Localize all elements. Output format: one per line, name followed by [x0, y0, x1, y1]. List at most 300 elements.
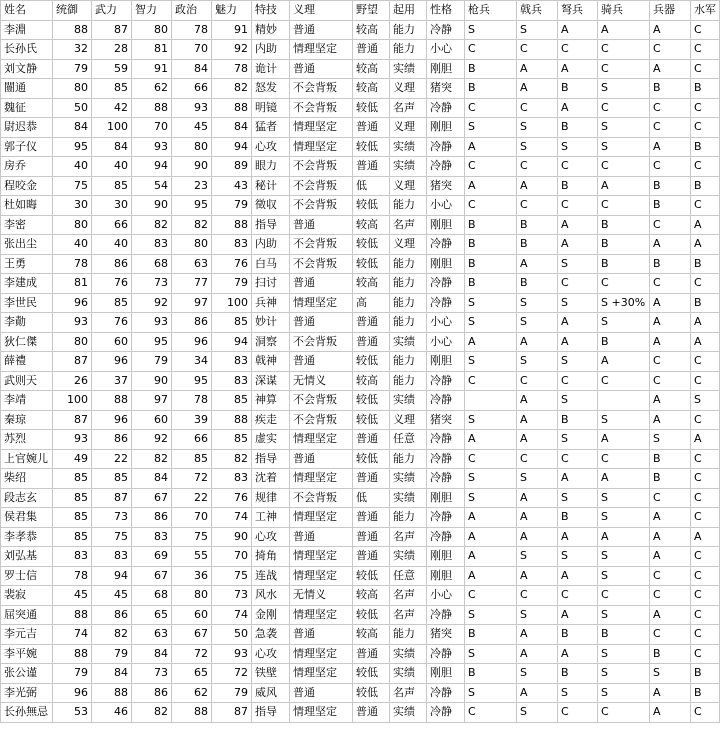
name-cell: 长孙無忌 — [1, 703, 53, 723]
table-cell: 普通 — [353, 118, 390, 138]
table-cell: S — [558, 683, 598, 703]
table-cell: 73 — [212, 586, 252, 606]
table-cell: 兵神 — [252, 293, 290, 313]
table-cell: 86 — [92, 254, 132, 274]
table-cell: 名声 — [390, 605, 427, 625]
table-cell: C — [517, 157, 558, 177]
table-cell: C — [691, 274, 720, 294]
table-cell: C — [691, 625, 720, 645]
table-cell: 不会背叛 — [290, 176, 353, 196]
table-cell: 较高 — [353, 586, 390, 606]
table-cell: 普通 — [353, 703, 390, 723]
table-cell: 75 — [53, 176, 92, 196]
table-cell: A — [691, 313, 720, 333]
table-cell: 36 — [172, 566, 212, 586]
table-cell: S — [691, 391, 720, 411]
table-cell: 冷静 — [427, 605, 465, 625]
column-header: 戟兵 — [517, 1, 558, 21]
table-cell: S — [558, 547, 598, 567]
table-cell: 100 — [212, 293, 252, 313]
table-cell: 名声 — [390, 527, 427, 547]
table-cell: C — [650, 157, 691, 177]
table-cell: 较高 — [353, 59, 390, 79]
table-cell: 较低 — [353, 664, 390, 684]
table-cell: 85 — [92, 469, 132, 489]
table-cell: 73 — [132, 664, 172, 684]
table-cell: A — [465, 508, 517, 528]
table-cell: 74 — [212, 605, 252, 625]
table-cell: 诡计 — [252, 59, 290, 79]
table-cell: 22 — [92, 449, 132, 469]
table-cell: 60 — [132, 410, 172, 430]
table-cell: 94 — [92, 566, 132, 586]
table-cell: C — [558, 157, 598, 177]
table-cell: 情理坚定 — [290, 566, 353, 586]
table-cell: A — [650, 508, 691, 528]
name-cell: 长孙氏 — [1, 40, 53, 60]
table-cell: B — [558, 410, 598, 430]
name-cell: 上官婉儿 — [1, 449, 53, 469]
table-cell: A — [650, 313, 691, 333]
table-cell: B — [465, 59, 517, 79]
table-cell: 88 — [53, 644, 92, 664]
table-cell: 95 — [132, 332, 172, 352]
column-header: 武力 — [92, 1, 132, 21]
table-cell: B — [650, 644, 691, 664]
table-cell: 70 — [172, 508, 212, 528]
table-cell: S — [517, 664, 558, 684]
table-cell: S — [465, 605, 517, 625]
table-cell: 徵収 — [252, 196, 290, 216]
table-cell: 90 — [212, 527, 252, 547]
table-row — [1, 332, 720, 352]
table-cell: 无情义 — [290, 371, 353, 391]
table-cell: 70 — [172, 40, 212, 60]
table-cell: A — [517, 683, 558, 703]
table-cell: B — [650, 254, 691, 274]
name-cell: 屈突通 — [1, 605, 53, 625]
table-cell: 怒发 — [252, 79, 290, 99]
table-cell: B — [691, 79, 720, 99]
table-cell: 风水 — [252, 586, 290, 606]
table-cell: 59 — [92, 59, 132, 79]
table-cell: A — [650, 391, 691, 411]
table-row — [1, 40, 720, 60]
table-row — [1, 137, 720, 157]
table-cell: B — [691, 293, 720, 313]
table-cell: 较低 — [353, 605, 390, 625]
table-cell: B — [558, 625, 598, 645]
table-cell: 实绩 — [390, 644, 427, 664]
table-cell: 掎角 — [252, 547, 290, 567]
table-cell: 81 — [53, 274, 92, 294]
table-cell: C — [517, 449, 558, 469]
table-cell: A — [650, 293, 691, 313]
table-cell: 88 — [212, 410, 252, 430]
table-cell: C — [465, 40, 517, 60]
table-cell: 能力 — [390, 352, 427, 372]
table-cell: 87 — [92, 488, 132, 508]
table-cell: 任意 — [390, 430, 427, 450]
table-cell: 45 — [53, 586, 92, 606]
table-row — [1, 527, 720, 547]
table-cell: 80 — [53, 79, 92, 99]
table-cell: 83 — [212, 235, 252, 255]
table-cell: 冷静 — [427, 683, 465, 703]
table-cell: B — [465, 254, 517, 274]
name-cell: 李世民 — [1, 293, 53, 313]
table-cell: A — [517, 59, 558, 79]
table-cell: 普通 — [290, 274, 353, 294]
table-cell: A — [558, 59, 598, 79]
table-cell: 能力 — [390, 293, 427, 313]
table-cell: 85 — [92, 293, 132, 313]
table-row — [1, 274, 720, 294]
table-cell: 不会背叛 — [290, 391, 353, 411]
table-cell: C — [465, 703, 517, 723]
table-cell: C — [650, 566, 691, 586]
table-cell: 97 — [132, 391, 172, 411]
table-cell: 79 — [212, 274, 252, 294]
table-cell: 能力 — [390, 508, 427, 528]
table-row — [1, 586, 720, 606]
name-cell: 杜如晦 — [1, 196, 53, 216]
table-cell: 刚胆 — [427, 664, 465, 684]
table-cell: 82 — [132, 703, 172, 723]
table-cell: C — [691, 547, 720, 567]
table-cell: B — [691, 137, 720, 157]
table-cell: S — [598, 644, 650, 664]
table-cell: 100 — [92, 118, 132, 138]
table-cell: C — [465, 586, 517, 606]
table-cell: C — [691, 196, 720, 216]
table-cell: 88 — [92, 683, 132, 703]
table-cell: 86 — [132, 683, 172, 703]
table-cell: 87 — [212, 703, 252, 723]
table-cell: 84 — [212, 118, 252, 138]
table-cell: 82 — [132, 215, 172, 235]
table-cell: S — [465, 20, 517, 40]
table-cell: C — [691, 488, 720, 508]
table-cell: C — [598, 449, 650, 469]
table-cell: C — [517, 586, 558, 606]
table-cell: 普通 — [353, 547, 390, 567]
column-header: 枪兵 — [465, 1, 517, 21]
table-cell: 80 — [172, 586, 212, 606]
table-cell: 情理坚定 — [290, 508, 353, 528]
table-cell: 67 — [132, 488, 172, 508]
table-cell: 83 — [132, 527, 172, 547]
table-cell: 实绩 — [390, 391, 427, 411]
name-cell: 李光弼 — [1, 683, 53, 703]
table-cell: 32 — [53, 40, 92, 60]
table-cell: A — [517, 391, 558, 411]
table-cell: 实绩 — [390, 664, 427, 684]
table-cell: C — [465, 196, 517, 216]
table-cell: 猪突 — [427, 410, 465, 430]
table-cell: 50 — [53, 98, 92, 118]
table-cell: 85 — [53, 469, 92, 489]
table-cell: 无情义 — [290, 586, 353, 606]
table-cell: S — [558, 430, 598, 450]
table-cell: A — [650, 605, 691, 625]
table-cell: 情理坚定 — [290, 469, 353, 489]
table-cell: 深谋 — [252, 371, 290, 391]
table-cell: 82 — [212, 79, 252, 99]
table-cell: 100 — [53, 391, 92, 411]
table-cell: A — [558, 313, 598, 333]
name-cell: 张出尘 — [1, 235, 53, 255]
table-cell: 85 — [92, 176, 132, 196]
table-cell: 情理坚定 — [290, 664, 353, 684]
table-cell: 68 — [132, 586, 172, 606]
table-cell: B — [598, 625, 650, 645]
table-cell: B — [558, 118, 598, 138]
table-cell: 85 — [53, 527, 92, 547]
table-cell: 义理 — [390, 176, 427, 196]
table-cell: 70 — [212, 547, 252, 567]
table-cell: 70 — [132, 118, 172, 138]
table-cell — [598, 391, 650, 411]
table-cell: 冷静 — [427, 644, 465, 664]
table-cell: 80 — [53, 215, 92, 235]
table-row — [1, 235, 720, 255]
table-cell: 96 — [172, 332, 212, 352]
table-cell: S — [465, 469, 517, 489]
table-cell: S — [517, 605, 558, 625]
table-row — [1, 157, 720, 177]
table-cell: 普通 — [353, 313, 390, 333]
table-row — [1, 352, 720, 372]
table-row — [1, 98, 720, 118]
table-cell: 工神 — [252, 508, 290, 528]
table-cell: 普通 — [290, 313, 353, 333]
table-cell: 普通 — [353, 332, 390, 352]
table-cell: C — [598, 40, 650, 60]
table-cell: 普通 — [353, 644, 390, 664]
table-cell: 急袭 — [252, 625, 290, 645]
table-cell: C — [598, 196, 650, 216]
name-cell: 闓通 — [1, 79, 53, 99]
table-cell: 40 — [53, 157, 92, 177]
table-cell: C — [691, 703, 720, 723]
table-row — [1, 703, 720, 723]
table-cell: S — [598, 664, 650, 684]
table-cell: 60 — [172, 605, 212, 625]
table-cell: 67 — [132, 566, 172, 586]
table-cell: 86 — [132, 508, 172, 528]
table-cell: 较低 — [353, 235, 390, 255]
table-cell: 不会背叛 — [290, 332, 353, 352]
table-cell: 情理坚定 — [290, 547, 353, 567]
table-row — [1, 683, 720, 703]
table-cell: 刚胆 — [427, 488, 465, 508]
table-cell: 不会背叛 — [290, 235, 353, 255]
table-cell: S — [465, 488, 517, 508]
table-cell: 78 — [53, 254, 92, 274]
name-cell: 王勇 — [1, 254, 53, 274]
table-cell: C — [650, 625, 691, 645]
table-cell: B — [598, 254, 650, 274]
table-cell: 93 — [53, 313, 92, 333]
table-cell: 实绩 — [390, 469, 427, 489]
table-cell: 88 — [212, 215, 252, 235]
table-cell: 普通 — [290, 215, 353, 235]
table-cell: 高 — [353, 293, 390, 313]
table-cell: S — [558, 293, 598, 313]
table-cell: S — [465, 293, 517, 313]
table-cell: 能力 — [390, 274, 427, 294]
table-cell: 情理坚定 — [290, 644, 353, 664]
table-cell: 88 — [53, 605, 92, 625]
name-cell: 薛禮 — [1, 352, 53, 372]
table-cell: 冷静 — [427, 157, 465, 177]
table-cell: 普通 — [290, 527, 353, 547]
table-cell: 89 — [212, 157, 252, 177]
table-cell: C — [558, 196, 598, 216]
table-cell: 普通 — [290, 352, 353, 372]
table-cell: B — [598, 215, 650, 235]
table-cell: C — [465, 371, 517, 391]
table-cell: B — [517, 274, 558, 294]
table-cell: A — [650, 59, 691, 79]
table-cell: 不会背叛 — [290, 196, 353, 216]
table-cell: 54 — [132, 176, 172, 196]
table-cell: 94 — [212, 137, 252, 157]
table-cell: A — [465, 566, 517, 586]
table-cell: 能力 — [390, 254, 427, 274]
table-cell: 91 — [132, 59, 172, 79]
table-cell: 较低 — [353, 137, 390, 157]
table-cell: 83 — [212, 371, 252, 391]
table-row — [1, 215, 720, 235]
table-cell: 不会背叛 — [290, 98, 353, 118]
table-cell: 88 — [132, 98, 172, 118]
table-cell: 洞察 — [252, 332, 290, 352]
name-cell: 裴寂 — [1, 586, 53, 606]
table-cell: S — [558, 254, 598, 274]
table-cell: 45 — [92, 586, 132, 606]
table-cell: 92 — [132, 430, 172, 450]
table-row — [1, 449, 720, 469]
table-cell: 冷静 — [427, 508, 465, 528]
table-cell: 低 — [353, 488, 390, 508]
table-cell: 不会背叛 — [290, 157, 353, 177]
table-cell: 猪突 — [427, 625, 465, 645]
table-cell: C — [517, 371, 558, 391]
table-cell: 冷静 — [427, 137, 465, 157]
table-cell: 冷静 — [427, 391, 465, 411]
table-cell: C — [691, 157, 720, 177]
table-row — [1, 605, 720, 625]
column-header: 骑兵 — [598, 1, 650, 21]
table-cell: 冷静 — [427, 449, 465, 469]
table-cell: 85 — [212, 313, 252, 333]
name-cell: 程咬金 — [1, 176, 53, 196]
table-cell: 63 — [132, 625, 172, 645]
table-cell: 情理坚定 — [290, 293, 353, 313]
table-cell: 85 — [212, 430, 252, 450]
table-cell: 42 — [92, 98, 132, 118]
name-cell: 秦琼 — [1, 410, 53, 430]
table-cell: 普通 — [290, 20, 353, 40]
table-cell: S — [465, 352, 517, 372]
table-cell: 80 — [172, 137, 212, 157]
table-cell: A — [558, 235, 598, 255]
table-cell: A — [650, 683, 691, 703]
table-cell: C — [650, 371, 691, 391]
column-header: 特技 — [252, 1, 290, 21]
table-cell: 84 — [132, 469, 172, 489]
table-cell: 93 — [132, 313, 172, 333]
table-cell: C — [691, 469, 720, 489]
table-cell: 75 — [212, 566, 252, 586]
table-cell: A — [465, 430, 517, 450]
table-cell: 名声 — [390, 683, 427, 703]
table-cell: 79 — [53, 664, 92, 684]
table-cell: 74 — [53, 625, 92, 645]
table-cell: A — [691, 332, 720, 352]
table-cell: S — [598, 79, 650, 99]
table-cell: 情理坚定 — [290, 703, 353, 723]
table-cell: B — [650, 469, 691, 489]
table-cell: A — [691, 430, 720, 450]
table-cell: 普通 — [353, 157, 390, 177]
table-cell: C — [691, 410, 720, 430]
table-cell: S — [598, 313, 650, 333]
table-cell: 86 — [172, 313, 212, 333]
table-cell: S — [598, 488, 650, 508]
table-cell: A — [465, 527, 517, 547]
table-cell: 76 — [212, 254, 252, 274]
table-cell: A — [517, 508, 558, 528]
table-cell: A — [598, 176, 650, 196]
table-cell: 普通 — [353, 469, 390, 489]
table-cell: S — [598, 137, 650, 157]
table-cell: 小心 — [427, 586, 465, 606]
table-cell: A — [517, 644, 558, 664]
column-header: 智力 — [132, 1, 172, 21]
table-cell: C — [650, 488, 691, 508]
table-cell: 任意 — [390, 566, 427, 586]
table-row — [1, 20, 720, 40]
table-row — [1, 644, 720, 664]
table-cell: 指导 — [252, 449, 290, 469]
table-cell: C — [465, 98, 517, 118]
table-cell: 66 — [172, 430, 212, 450]
table-cell: 85 — [53, 508, 92, 528]
table-cell: 神算 — [252, 391, 290, 411]
table-cell: S — [650, 664, 691, 684]
table-cell: 威风 — [252, 683, 290, 703]
table-cell: 能力 — [390, 40, 427, 60]
table-cell: A — [517, 254, 558, 274]
table-cell: 小心 — [427, 40, 465, 60]
name-cell: 侯君集 — [1, 508, 53, 528]
table-cell: 猪突 — [427, 176, 465, 196]
table-cell: C — [650, 98, 691, 118]
table-cell: 72 — [172, 644, 212, 664]
table-cell: C — [465, 157, 517, 177]
name-cell: 苏烈 — [1, 430, 53, 450]
table-cell: 冷静 — [427, 703, 465, 723]
table-cell: 普通 — [290, 625, 353, 645]
table-cell: 实绩 — [390, 547, 427, 567]
table-cell: C — [691, 586, 720, 606]
table-cell: 冷静 — [427, 293, 465, 313]
table-cell: 23 — [172, 176, 212, 196]
table-cell: B — [691, 664, 720, 684]
